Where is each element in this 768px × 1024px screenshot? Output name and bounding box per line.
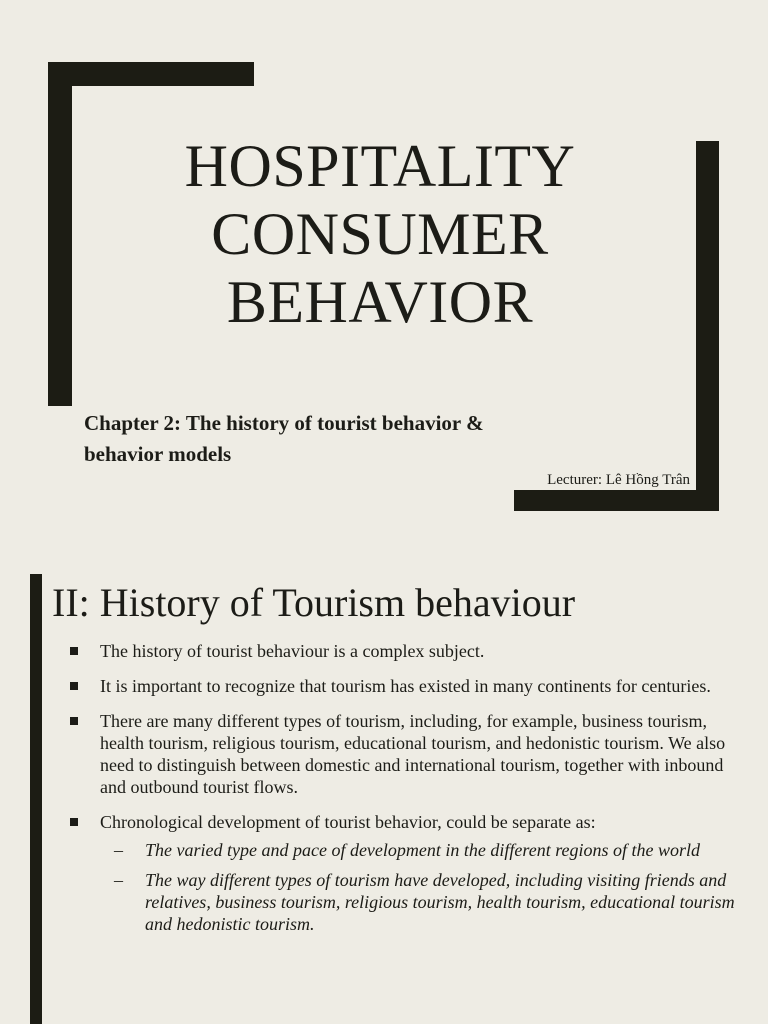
dash-bullet-icon: –	[114, 840, 123, 860]
list-item	[70, 640, 750, 662]
chapter-line-2: behavior models	[84, 442, 232, 466]
chapter-line-1: Chapter 2: The history of tourist behavior &	[84, 411, 484, 435]
content-slide	[0, 560, 768, 1024]
bullet-text: The history of tourist behaviour is a complex subject.	[100, 641, 485, 661]
list-item	[70, 675, 750, 697]
presentation-title	[120, 132, 640, 336]
list-item	[70, 811, 750, 935]
title-line-1: HOSPITALITY	[184, 133, 576, 199]
square-bullet-icon	[70, 682, 78, 690]
title-line-2: CONSUMER	[211, 201, 549, 267]
square-bullet-icon	[70, 818, 78, 826]
sub-bullet-text: The way different types of tourism have developed, including visiting friends and relatives, business tourism, religious tourism, health tourism, educational tourism and hedonistic tourism.	[145, 870, 735, 934]
frame-bar-bottom-right-horizontal	[514, 490, 719, 511]
bullet-list	[70, 640, 750, 948]
bullet-text: It is important to recognize that tourism has existed in many continents for centuries.	[100, 676, 711, 696]
frame-bar-right-vertical	[696, 141, 719, 511]
bullet-text: Chronological development of tourist behavior, could be separate as:	[100, 812, 596, 832]
sub-list-item	[114, 869, 750, 935]
sub-bullet-text: The varied type and pace of development in the different regions of the world	[145, 840, 701, 860]
title-line-3: BEHAVIOR	[226, 269, 534, 335]
slide-heading: II: History of Tourism behaviour	[52, 580, 576, 625]
frame-bar-top-left-horizontal	[48, 62, 254, 86]
square-bullet-icon	[70, 717, 78, 725]
lecturer-name: Lecturer: Lê Hồng Trân	[547, 472, 690, 488]
square-bullet-icon	[70, 647, 78, 655]
bullet-text: There are many different types of tourism, including, for example, business tourism, health tourism, religious tourism, educational tourism, and hedonistic tourism. We also need to distinguish between domestic and international tourism, together with inbound and outbound tourist flows.	[100, 711, 726, 797]
list-item	[70, 710, 750, 798]
sub-bullet-list	[114, 839, 750, 935]
sub-list-item	[114, 839, 750, 861]
content-accent-bar	[30, 574, 42, 1024]
dash-bullet-icon: –	[114, 870, 123, 890]
chapter-subtitle	[84, 408, 624, 470]
frame-bar-left-vertical	[48, 62, 72, 406]
